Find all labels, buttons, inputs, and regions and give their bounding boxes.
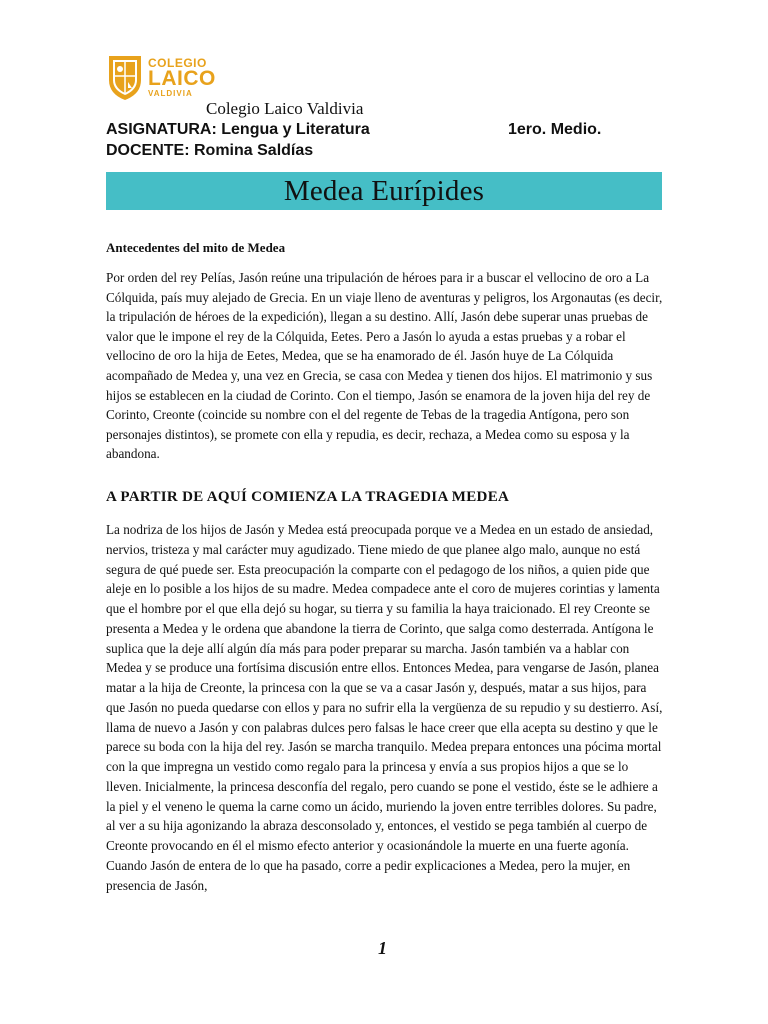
section-heading-antecedentes: Antecedentes del mito de Medea bbox=[106, 240, 286, 255]
page-number: 1 bbox=[378, 938, 387, 958]
grade-level: 1ero. Medio. bbox=[508, 121, 602, 138]
document-title: Medea Eurípides bbox=[283, 174, 485, 207]
logo-text-line1: COLEGIO bbox=[148, 55, 207, 70]
teacher-line: DOCENTE: Romina Saldías bbox=[106, 142, 314, 159]
logo-text-line2: LAICO bbox=[148, 66, 216, 90]
paragraph-antecedentes: Por orden del rey Pelías, Jasón reúne una tripulación de héroes para ir a buscar el vellocino de oro a La Cólquida, país muy alejado de Grecia. En un viaje lleno de aventuras y peligros, los Argonautas (es decir, la tripulación de héroes de la expedición), llegan a su destino. Allí, Jasón debe superar unas pruebas de valor que le impone el rey de la Cólquida, Eetes. Pero a Jasón lo ayuda a estas pruebas y a robar el vellocino de oro la hija de Eetes, Medea, que se ha enamorado de él. Jasón huye de La Cólquida acompañado de Medea y, una vez en Grecia, se casa con Medea y tienen dos hijos. El matrimonio y sus hijos se establecen en la ciudad de Corinto. Con el tiempo, Jasón se enamora de la joven hija del rey de Corinto, Creonte (coincide su nombre con el del regente de Tebas de la tragedia Antígona, pero son personajes distintos), se promete con ella y repudia, es decir, rechaza, a Medea como su esposa y la abandona. bbox=[106, 270, 663, 462]
subject-line: ASIGNATURA: Lengua y Literatura bbox=[106, 121, 370, 138]
school-name: Colegio Laico Valdivia bbox=[206, 99, 364, 118]
logo-text-line3: VALDIVIA bbox=[148, 88, 193, 98]
document-title-bar bbox=[106, 172, 662, 210]
crest-icon bbox=[106, 52, 144, 102]
section-heading-tragedia: A PARTIR DE AQUÍ COMIENZA LA TRAGEDIA MEDEA bbox=[106, 489, 510, 505]
paragraph-tragedia: La nodriza de los hijos de Jasón y Medea está preocupada porque ve a Medea en un estado de ansiedad, nervios, tristeza y mal carácter muy agudizado. Tiene miedo de que planee algo malo, aunque no está segura de qué puede ser. Esta preocupación la comparte con el pedagogo de los niños, a quien pide que aleje en lo posible a los hijos de su madre. Medea compadece ante el coro de mujeres corintias y lamenta que el hombre por el que ella dejó su hogar, su tierra y su familia la haya traicionado. El rey Creonte se presenta a Medea y le ordena que abandone la tierra de Corinto, que salga como desterrada. Antígona le suplica que la deje allí algún día más para poder preparar su marcha. Jasón también va a hablar con Medea y se produce una fortísima discusión entre ellos. Entonces Medea, para vengarse de Jasón, planea matar a la hija de Creonte, la princesa con la que se va a casar Jasón y, después, matar a sus hijos, para que Jasón no pueda quedarse con ellos y para no sufrir ella la vergüenza de su repudio y su destierro. Así, llama de nuevo a Jasón y con palabras dulces pero falsas le hace creer que ella acepta su destino y que le parece su boda con la hija del rey. Jasón se marcha tranquilo. Medea prepara entonces una pócima mortal con la que impregna un vestido como regalo para la princesa y envía a sus propios hijos a que se lo lleven. Inicialmente, la princesa desconfía del regalo, pero cuando se pone el vestido, éste se le adhiere a la piel y el veneno le quema la carne como un ácido, muriendo la joven entre terribles dolores. Su padre, al ver a su hija agonizando la abraza desconsolado y, entonces, el vestido se pega también al cuerpo de Creonte provocando en él el mismo efecto anterior y ocasionándole la muerte en una fuerte agonía. Cuando Jasón de entera de lo que ha pasado, corre a pedir explicaciones a Medea, pero la mujer, en presencia de Jasón, bbox=[106, 522, 663, 893]
school-logo bbox=[106, 52, 216, 102]
